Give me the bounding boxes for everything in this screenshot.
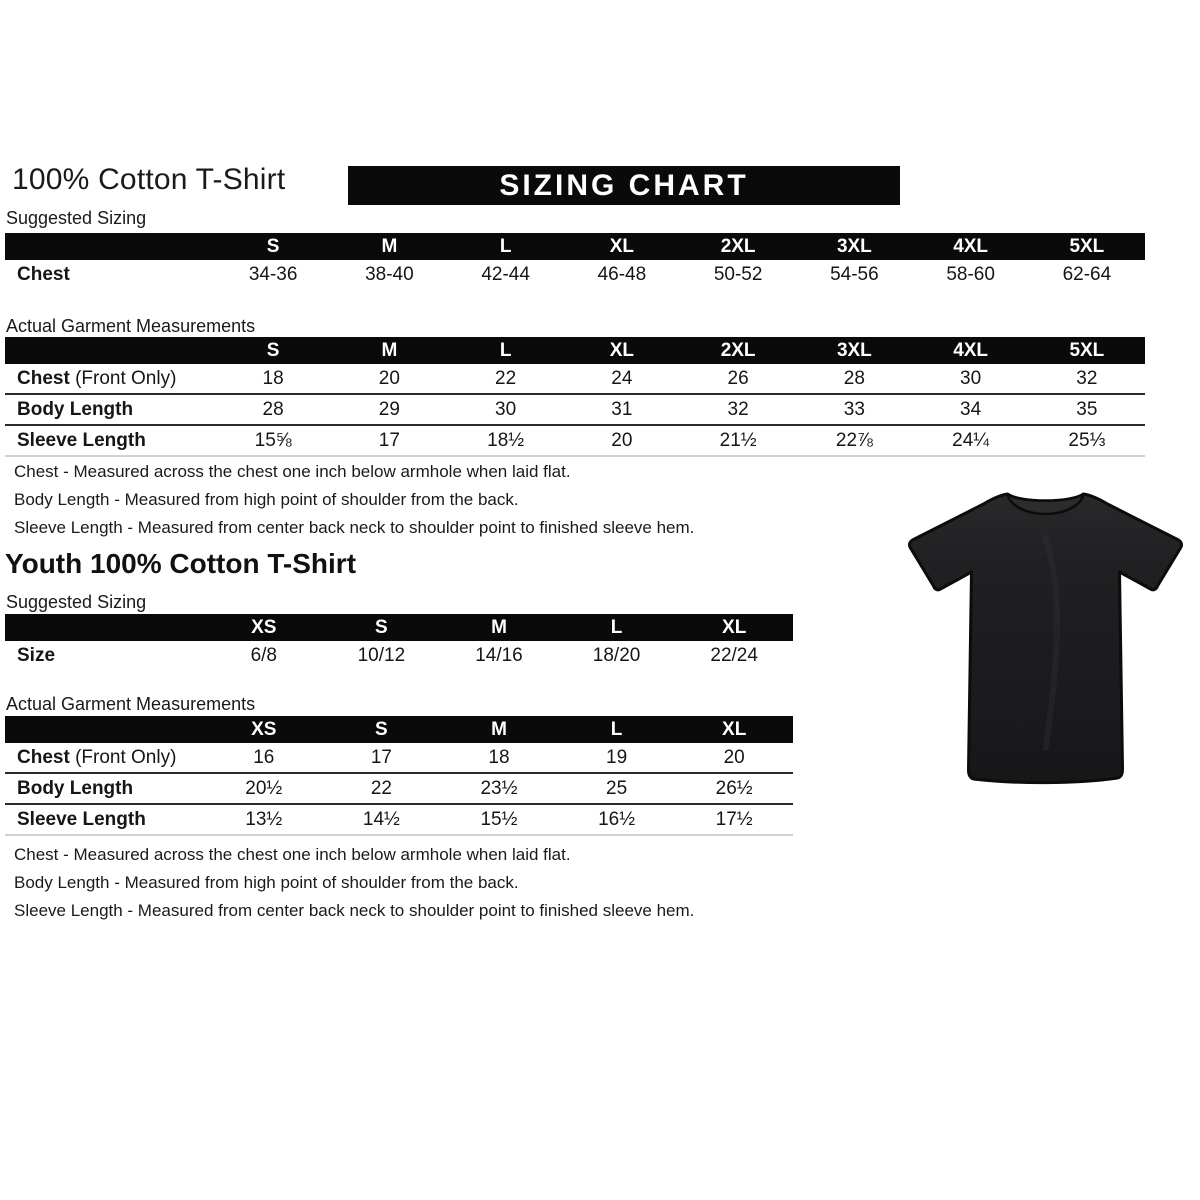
measurement-cell: 15⅝ bbox=[254, 429, 292, 451]
measurement-cell: 20 bbox=[611, 429, 633, 451]
measurement-cell: 15½ bbox=[480, 808, 518, 830]
column-header: XL bbox=[609, 339, 635, 361]
column-header: S bbox=[375, 718, 388, 740]
measurement-cell: 21½ bbox=[719, 429, 757, 451]
measurement-cell: 25 bbox=[606, 777, 628, 799]
measurement-cell: 32 bbox=[1076, 367, 1098, 389]
column-header: XL bbox=[609, 235, 635, 257]
table-row bbox=[5, 424, 1145, 457]
measurement-cell: 34-36 bbox=[248, 263, 298, 285]
measurement-cell: 22/24 bbox=[710, 644, 758, 666]
column-header: 5XL bbox=[1069, 339, 1105, 361]
measurement-cell: 54-56 bbox=[830, 263, 879, 285]
measurement-cell: 16 bbox=[253, 746, 275, 768]
measurement-cell: 30 bbox=[495, 398, 517, 420]
row-label-main: Body Length bbox=[17, 398, 134, 420]
column-header: XL bbox=[722, 718, 747, 740]
tshirt-graphic bbox=[893, 478, 1198, 808]
column-header: S bbox=[266, 339, 280, 361]
measurement-cell: 14½ bbox=[362, 808, 400, 830]
note-sleeve-length: Sleeve Length - Measured from center back neck to shoulder point to finished sleeve hem. bbox=[14, 518, 695, 537]
measurement-cell: 16½ bbox=[598, 808, 636, 830]
table-header-row bbox=[5, 233, 1145, 260]
measurement-cell: 62-64 bbox=[1062, 263, 1112, 285]
table-header-row bbox=[5, 716, 793, 743]
measurement-cell: 20 bbox=[378, 367, 400, 389]
measurement-cell: 17 bbox=[378, 429, 400, 451]
adult-suggested-sizing-label: Suggested Sizing bbox=[6, 208, 147, 228]
measurement-cell: 20 bbox=[723, 746, 745, 768]
sizing-chart-banner: SIZING CHART bbox=[348, 166, 900, 205]
table-row bbox=[5, 393, 1145, 424]
column-header: L bbox=[610, 718, 623, 740]
measurement-cell: 28 bbox=[843, 367, 865, 389]
table-header-row bbox=[5, 614, 793, 641]
row-label bbox=[5, 645, 205, 667]
column-header: 2XL bbox=[720, 235, 756, 257]
column-header: L bbox=[610, 616, 623, 638]
measurement-cell: 18½ bbox=[487, 429, 525, 451]
adult-measurement-notes bbox=[14, 458, 694, 542]
table-row bbox=[5, 260, 1145, 289]
measurement-cell: 34 bbox=[960, 398, 982, 420]
youth-suggested-sizing-table bbox=[5, 614, 793, 670]
column-header: L bbox=[499, 339, 512, 361]
column-header: XS bbox=[251, 616, 277, 638]
table-row bbox=[5, 803, 793, 836]
column-header: 2XL bbox=[720, 339, 756, 361]
measurement-cell: 13½ bbox=[245, 808, 283, 830]
measurement-cell: 42-44 bbox=[481, 263, 530, 285]
measurement-cell: 18 bbox=[488, 746, 510, 768]
row-label bbox=[5, 430, 215, 452]
column-header: S bbox=[266, 235, 280, 257]
column-header: XS bbox=[251, 718, 277, 740]
measurement-cell: 23½ bbox=[480, 777, 518, 799]
row-label bbox=[5, 264, 215, 286]
column-header: 4XL bbox=[953, 339, 989, 361]
measurement-cell: 32 bbox=[727, 398, 749, 420]
adult-actual-measurements-table bbox=[5, 337, 1145, 457]
row-label-main: Chest bbox=[17, 263, 70, 285]
measurement-cell: 19 bbox=[606, 746, 628, 768]
measurement-cell: 24 bbox=[611, 367, 633, 389]
measurement-cell: 29 bbox=[378, 398, 400, 420]
row-label-main: Chest bbox=[17, 746, 70, 768]
note-chest: Chest - Measured across the chest one inch below armhole when laid flat. bbox=[14, 462, 571, 481]
measurement-cell: 58-60 bbox=[946, 263, 995, 285]
measurement-cell: 20½ bbox=[245, 777, 283, 799]
measurement-cell: 50-52 bbox=[713, 263, 763, 285]
measurement-cell: 17 bbox=[370, 746, 392, 768]
measurement-cell: 17½ bbox=[715, 808, 753, 830]
measurement-cell: 31 bbox=[611, 398, 633, 420]
column-header: 5XL bbox=[1069, 235, 1105, 257]
row-label bbox=[5, 747, 205, 769]
measurement-cell: 18/20 bbox=[592, 644, 641, 666]
tshirt-image bbox=[893, 478, 1198, 808]
row-label bbox=[5, 368, 215, 390]
column-header: 3XL bbox=[836, 339, 872, 361]
measurement-cell: 18 bbox=[262, 367, 284, 389]
row-label-main: Chest bbox=[17, 367, 70, 389]
row-label-main: Sleeve Length bbox=[17, 808, 146, 830]
row-label-main: Sleeve Length bbox=[17, 429, 146, 451]
youth-measurement-notes bbox=[14, 841, 694, 925]
table-row bbox=[5, 641, 793, 670]
row-label bbox=[5, 399, 215, 421]
row-label bbox=[5, 809, 205, 831]
note-chest: Chest - Measured across the chest one inch below armhole when laid flat. bbox=[14, 845, 571, 864]
column-header: S bbox=[375, 616, 388, 638]
row-label bbox=[5, 778, 205, 800]
measurement-cell: 6/8 bbox=[250, 644, 277, 666]
measurement-cell: 25⅓ bbox=[1068, 429, 1106, 451]
measurement-cell: 46-48 bbox=[597, 263, 647, 285]
youth-actual-measurements-table bbox=[5, 716, 793, 836]
row-label-suffix: (Front Only) bbox=[69, 746, 177, 768]
measurement-cell: 28 bbox=[262, 398, 284, 420]
column-header: M bbox=[381, 339, 398, 361]
row-label-suffix: (Front Only) bbox=[69, 367, 177, 389]
adult-actual-measurements-label: Actual Garment Measurements bbox=[6, 316, 256, 336]
youth-section-title: Youth 100% Cotton T-Shirt bbox=[5, 548, 357, 579]
table-row bbox=[5, 772, 793, 803]
youth-suggested-sizing-label: Suggested Sizing bbox=[6, 592, 147, 612]
column-header: M bbox=[381, 235, 398, 257]
measurement-cell: 22 bbox=[370, 777, 392, 799]
column-header: M bbox=[491, 718, 507, 740]
measurement-cell: 10/12 bbox=[357, 644, 406, 666]
row-label-main: Body Length bbox=[17, 777, 134, 799]
note-sleeve-length: Sleeve Length - Measured from center back neck to shoulder point to finished sleeve hem. bbox=[14, 901, 695, 920]
measurement-cell: 35 bbox=[1076, 398, 1098, 420]
adult-suggested-sizing-table bbox=[5, 233, 1145, 289]
column-header: XL bbox=[722, 616, 747, 638]
measurement-cell: 38-40 bbox=[365, 263, 414, 285]
page-title: 100% Cotton T-Shirt bbox=[12, 163, 286, 196]
measurement-cell: 26 bbox=[727, 367, 749, 389]
table-header-row bbox=[5, 337, 1145, 364]
measurement-cell: 24¼ bbox=[952, 429, 990, 451]
note-body-length: Body Length - Measured from high point of shoulder from the back. bbox=[14, 490, 519, 509]
column-header: L bbox=[499, 235, 512, 257]
youth-actual-measurements-label: Actual Garment Measurements bbox=[6, 694, 256, 714]
measurement-cell: 30 bbox=[960, 367, 982, 389]
table-row bbox=[5, 743, 793, 772]
measurement-cell: 22 bbox=[495, 367, 517, 389]
note-body-length: Body Length - Measured from high point of shoulder from the back. bbox=[14, 873, 519, 892]
column-header: 3XL bbox=[836, 235, 872, 257]
row-label-main: Size bbox=[17, 644, 56, 666]
measurement-cell: 22⅞ bbox=[835, 429, 873, 451]
column-header: M bbox=[491, 616, 507, 638]
measurement-cell: 26½ bbox=[715, 777, 753, 799]
measurement-cell: 14/16 bbox=[475, 644, 523, 666]
column-header: 4XL bbox=[953, 235, 989, 257]
measurement-cell: 33 bbox=[843, 398, 865, 420]
table-row bbox=[5, 364, 1145, 393]
